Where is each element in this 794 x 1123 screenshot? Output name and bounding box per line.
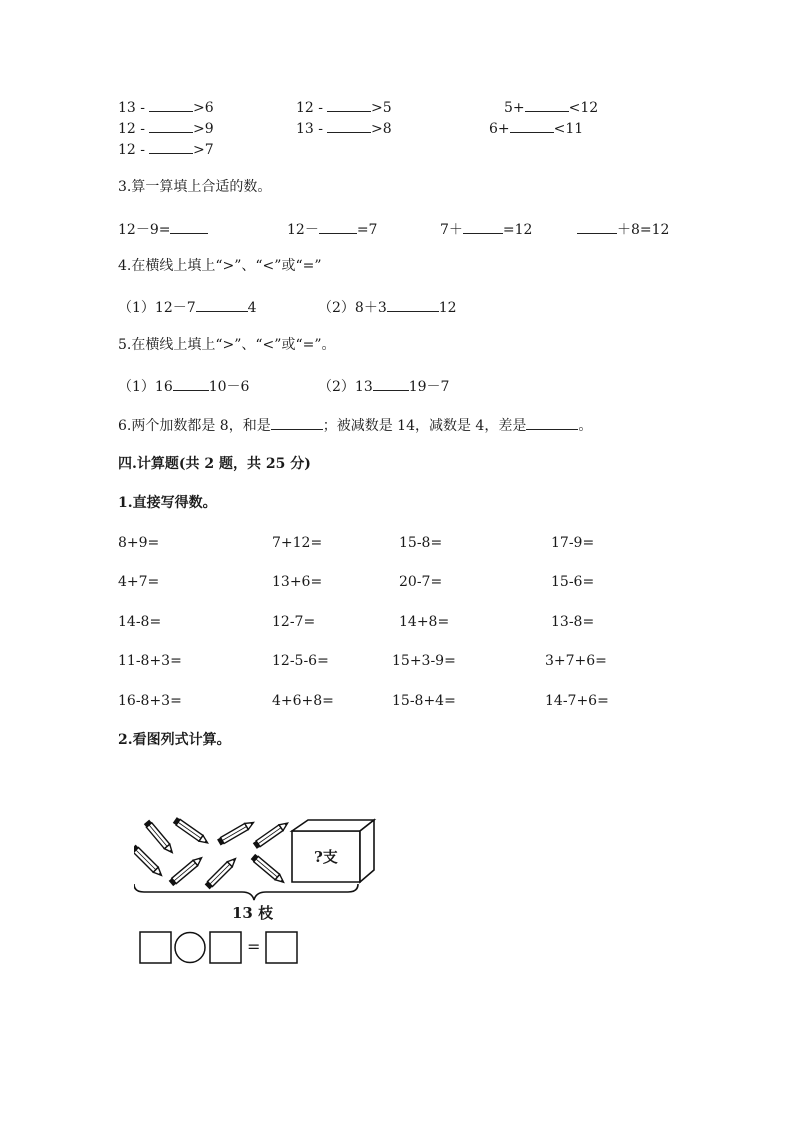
calc-cell: 14+8= — [399, 614, 450, 630]
calc-cell: 20-7= — [399, 574, 443, 590]
pencil-icon — [134, 845, 164, 878]
compare-item: 12 - >5 — [296, 97, 392, 117]
answer-blank[interactable] — [387, 297, 439, 312]
brace-icon — [134, 884, 358, 900]
calc-cell: 12-5-6= — [272, 653, 329, 669]
calc-cell: 4+6+8= — [272, 693, 334, 709]
calc-cell: 15+3-9= — [392, 653, 456, 669]
calc-2-title: 2.看图列式计算。 — [118, 732, 231, 748]
question-5-title: 5.在横线上填上“>”、“<”或“=”。 — [118, 337, 336, 353]
calc-cell: 14-8= — [118, 614, 162, 630]
q3-item: 12－ =7 — [287, 219, 377, 239]
answer-box[interactable] — [140, 932, 171, 963]
q5-item-a: （1）16 10－6 — [118, 376, 249, 396]
pencil-icon — [169, 855, 204, 886]
total-label: 13 枝 — [232, 904, 274, 922]
answer-blank[interactable] — [149, 97, 193, 112]
q5-item-b: （2）13 19－7 — [318, 376, 449, 396]
question-6: 6.两个加数都是 8，和是 ；被减数是 14，减数是 4，差是 。 — [118, 415, 592, 435]
compare-item: 5+ <12 — [504, 97, 598, 117]
calc-1-title: 1.直接写得数。 — [118, 495, 217, 511]
answer-blank[interactable] — [149, 139, 193, 154]
calc-cell: 14-7+6= — [545, 693, 609, 709]
pencil-icon — [251, 854, 286, 885]
answer-blank[interactable] — [271, 415, 323, 430]
calc-cell: 11-8+3= — [118, 653, 182, 669]
compare-item: 12 - >7 — [118, 139, 214, 159]
answer-blank[interactable] — [149, 118, 193, 133]
calc-cell: 13-8= — [551, 614, 595, 630]
answer-blank[interactable] — [526, 415, 578, 430]
pencil-icon — [205, 856, 238, 889]
q3-item: ＋8=12 — [577, 219, 669, 239]
q4-item-b: （2）8＋3 12 — [318, 297, 457, 317]
calc-cell: 15-8= — [399, 535, 443, 551]
calc-cell: 12-7= — [272, 614, 316, 630]
answer-blank[interactable] — [173, 376, 209, 391]
calc-cell: 3+7+6= — [545, 653, 607, 669]
calc-cell: 7+12= — [272, 535, 323, 551]
calc-cell: 4+7= — [118, 574, 160, 590]
answer-box[interactable] — [210, 932, 241, 963]
equals-sign: = — [247, 937, 261, 956]
pencil-icon — [173, 817, 210, 846]
operator-circle[interactable] — [175, 933, 205, 963]
answer-blank[interactable] — [525, 97, 569, 112]
q4-item-a: （1）12－7 4 — [118, 297, 257, 317]
answer-blank[interactable] — [463, 219, 503, 234]
calc-cell: 8+9= — [118, 535, 160, 551]
q3-item: 7＋ =12 — [440, 219, 532, 239]
calc-cell: 15-8+4= — [392, 693, 456, 709]
section-4-title: 四.计算题(共 2 题，共 25 分) — [118, 456, 311, 472]
pencil-figure — [134, 808, 384, 973]
question-4-title: 4.在横线上填上“>”、“<”或“=” — [118, 258, 322, 274]
calc-cell: 13+6= — [272, 574, 323, 590]
answer-blank[interactable] — [577, 219, 617, 234]
q3-item: 12－9= — [118, 219, 208, 239]
question-3-title: 3.算一算填上合适的数。 — [118, 179, 272, 195]
answer-blank[interactable] — [510, 118, 554, 133]
calc-cell: 16-8+3= — [118, 693, 182, 709]
compare-item: 13 - >6 — [118, 97, 214, 117]
answer-blank[interactable] — [327, 118, 371, 133]
compare-item: 13 - >8 — [296, 118, 392, 138]
compare-item: 6+ <11 — [489, 118, 583, 138]
pencil-icon — [253, 820, 290, 849]
compare-item: 12 - >9 — [118, 118, 214, 138]
pencil-icon — [144, 820, 175, 855]
calc-cell: 15-6= — [551, 574, 595, 590]
box-label: ?支 — [314, 848, 338, 866]
answer-box[interactable] — [266, 932, 297, 963]
pencil-icon — [217, 819, 255, 845]
answer-blank[interactable] — [319, 219, 357, 234]
answer-blank[interactable] — [170, 219, 208, 234]
calc-cell: 17-9= — [551, 535, 595, 551]
answer-blank[interactable] — [196, 297, 248, 312]
answer-blank[interactable] — [373, 376, 409, 391]
answer-blank[interactable] — [327, 97, 371, 112]
